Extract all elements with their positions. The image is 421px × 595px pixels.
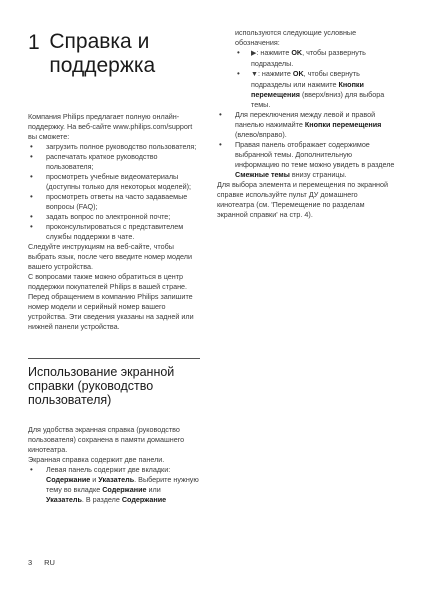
legend-list [217,48,395,110]
panels-list [28,465,200,505]
collapse-triangle-icon: ▼ [251,71,258,78]
chapter-title: Справка и поддержка [49,30,156,77]
continuation-text: используются следующие условные обозначения: [235,28,357,47]
expand-triangle-icon: ▶ [251,50,257,57]
ok-key: OK [292,69,304,78]
chapter-number: 1 [28,31,40,54]
navigation-list [217,110,395,180]
support-list [28,142,200,242]
language-code: RU [44,558,55,567]
left-column [28,30,200,505]
list-item: • проконсультироваться с представителем службы поддержки в чате. [28,222,200,242]
tab-label-contents: Содержание [121,495,167,504]
list-item: • Правая панель отображает содержимое выбранной темы. Дополнительную информацию по теме можно увидеть в разделе Смежные темы внизу страницы. [217,140,395,180]
tab-label-contents: Содержание [102,485,147,494]
list-item: • просмотреть ответы на часто задаваемые вопросы (FAQ); [28,192,200,212]
navigation-keys: Кнопки перемещения [251,80,364,99]
list-item: • просмотреть учебные видеоматериалы (доступны только для некоторых моделей); [28,172,200,192]
instructions-paragraph: Следуйте инструкциям на веб-сайте, чтобы выбрать язык, после чего введите номер модели вашего устройства. [28,242,192,271]
ok-key: OK [291,48,303,57]
list-item: • загрузить полное руководство пользователя; [28,142,200,152]
section-title: Использование экранной справки (руководство пользователя) [28,358,200,407]
navigation-keys: Кнопки перемещения [304,120,382,129]
list-item: • Для переключения между левой и правой панелью нажимайте Кнопки перемещения (влево/вправо). [217,110,395,140]
tab-label-contents: Содержание [46,475,91,484]
list-item: • ▶: нажмите OK, чтобы развернуть подразделы. [217,48,395,69]
section-paragraph-panels: Экранная справка содержит две панели. [28,455,165,464]
list-item: • задать вопрос по электронной почте; [28,212,200,222]
section-paragraph: Для удобства экранная справка (руководство пользователя) сохранена в памяти домашнего кинотеатра. [28,425,185,454]
list-item: • Левая панель содержит две вкладки: Содержание и Указатель. Выберите нужную тему во вкладке Содержание или Указатель. В разделе Содержание [28,465,200,505]
page-number: 3 [28,558,33,567]
contact-paragraph: С вопросами также можно обратиться в центр поддержки покупателей Philips в вашей стране. Перед обращением в компанию Philips запишите номер модели и серийный номер вашего устройства. Эти сведения указаны на задней или нижней панели устройства. [28,272,194,331]
list-item: • ▼: нажмите OK, чтобы свернуть подразделы или нажмите Кнопки перемещения (вверх/вниз) для выбора темы. [217,69,395,110]
final-paragraph: Для выбора элемента и перемещения по экранной справке используйте пульт ДУ домашнего кинотеатра (см. 'Перемещение по разделам экранной справки' на стр. 4). [217,180,389,219]
page-footer [28,558,55,567]
tab-label-index: Указатель [46,495,82,504]
tab-label-index: Указатель [98,475,135,484]
related-topics-label: Смежные темы [235,170,290,179]
right-column [217,28,395,220]
intro-paragraph: Компания Philips предлагает полную онлайн-поддержку. На веб-сайте www.philips.com/support вы сможете: [28,112,193,141]
chapter-heading [28,30,200,78]
list-item: • распечатать краткое руководство пользователя; [28,152,200,172]
